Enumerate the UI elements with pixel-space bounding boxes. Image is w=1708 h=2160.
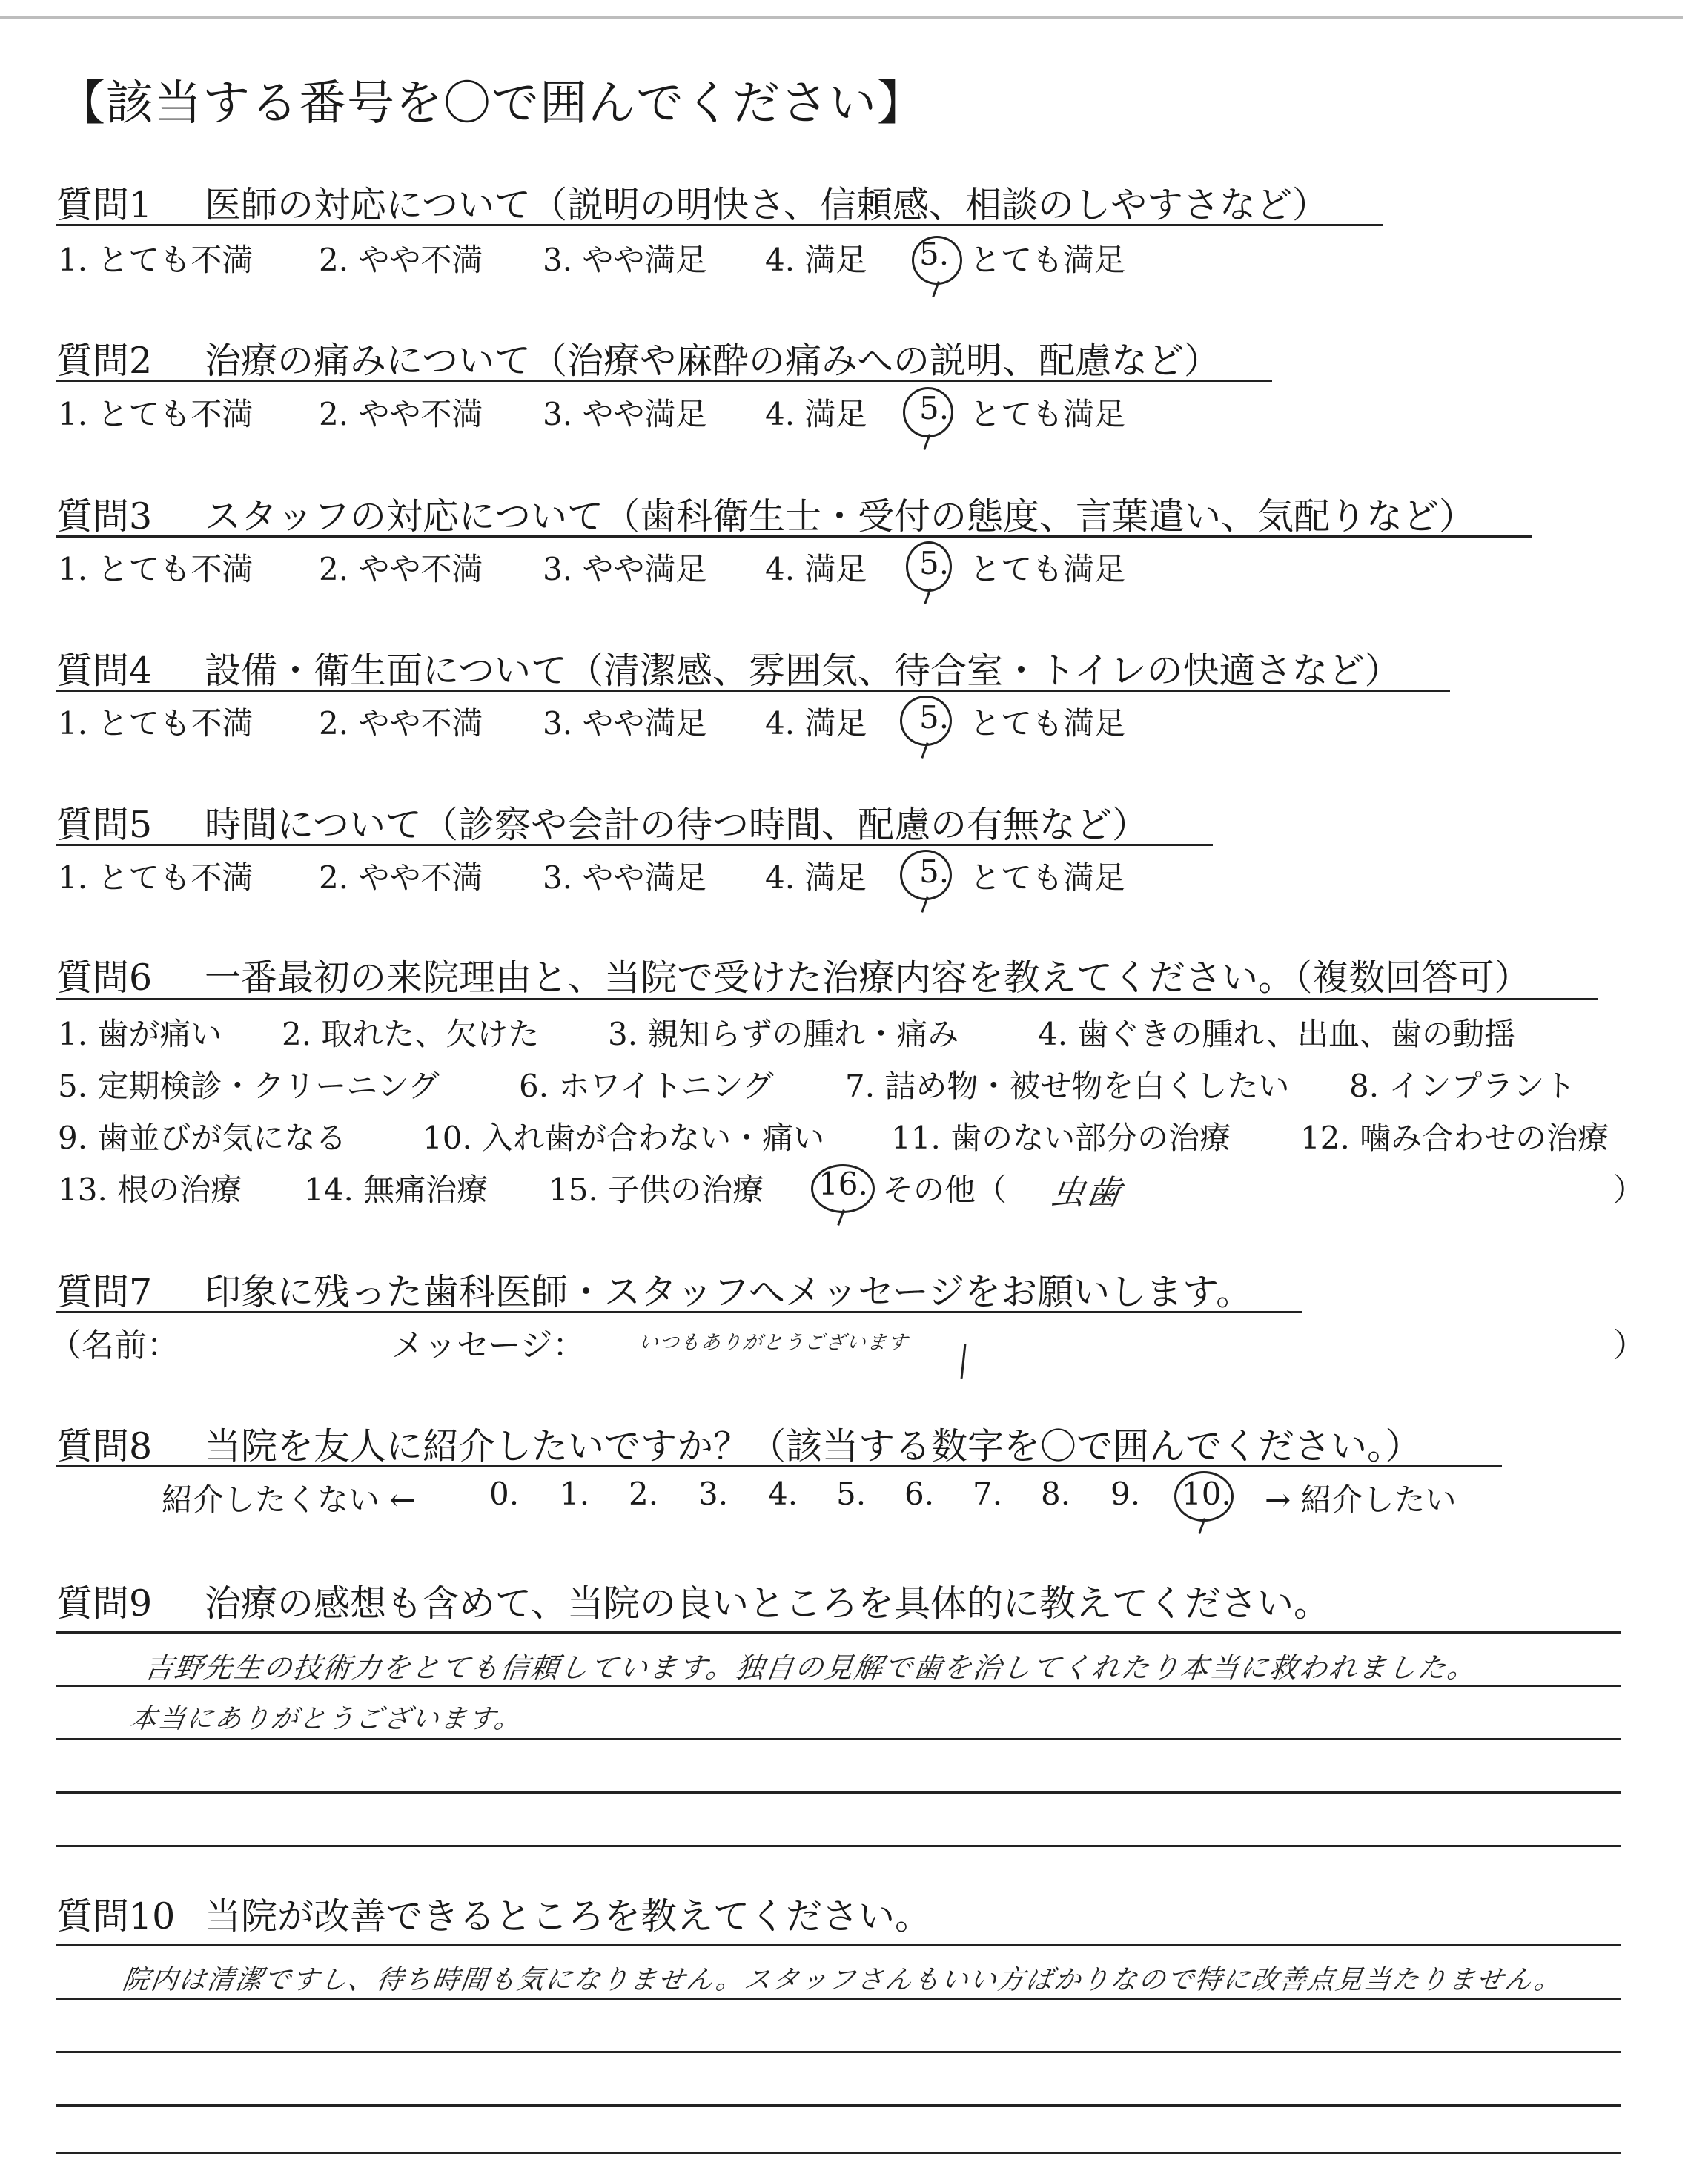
answer-line [56,1845,1621,1847]
question-text: スタッフの対応について（歯科衛生士・受付の態度、言葉遣い、気配りなど） [205,495,1476,538]
question-underline [56,224,1383,226]
treatment-option-9[interactable]: 9. 歯並びが気になる [58,1120,347,1156]
question-underline [56,998,1598,1000]
question-text: 当院が改善できるところを教えてください。 [205,1895,932,1938]
question-text: 時間について（診察や会計の待つ時間、配慮の有無など） [205,804,1149,846]
question-7 [56,1264,1252,1315]
scale-option-9[interactable]: 9. [1110,1476,1141,1512]
question-text: 治療の感想も含めて、当院の良いところを具体的に教えてください。 [205,1582,1331,1625]
rating-option-1[interactable]: 1. とても不満 [58,705,254,742]
message-handwriting[interactable]: いつもありがとうございます [637,1332,910,1354]
rating-option-2[interactable]: 2. やや不満 [319,551,483,587]
selected-answer-circle [903,387,953,437]
treatment-option-3[interactable]: 3. 親知らずの腫れ・痛み [608,1016,959,1052]
name-label: （名前： [49,1327,179,1364]
answer-line [56,2051,1621,2053]
answer-line [56,2104,1621,2107]
answer-line [56,1738,1621,1740]
question-underline [56,1465,1502,1467]
question-label: 質問4 [56,650,153,692]
message-label: メッセージ： [391,1327,586,1364]
rating-option-5[interactable]: 5. [919,699,950,736]
question-underline [56,1311,1302,1313]
treatment-option-11[interactable]: 11. 歯のない部分の治療 [891,1120,1231,1156]
question-underline [56,380,1272,382]
question-text: 印象に残った歯科医師・スタッフへメッセージをお願いします。 [205,1271,1253,1313]
scale-left-label: 紹介したくない ← [162,1482,416,1518]
rating-option-5[interactable]: 5. [919,390,950,426]
question-label: 質問10 [56,1895,176,1938]
rating-option-5[interactable]: 5. [919,236,950,272]
rating-option-4[interactable]: 4. 満足 [765,242,867,278]
treatment-option-5[interactable]: 5. 定期検診・クリーニング [58,1068,440,1104]
rating-option-3[interactable]: 3. やや満足 [543,859,707,896]
treatment-option-13[interactable]: 13. 根の治療 [58,1172,242,1208]
question-10 [56,1888,931,1940]
rating-option-1[interactable]: 1. とても不満 [58,859,254,896]
good-points-handwriting-line-2[interactable]: 本当にありがとうございます。 [128,1704,525,1734]
scale-right-label: → 紹介したい [1265,1482,1457,1518]
question-underline [56,690,1450,692]
answer-line [56,1631,1621,1634]
rating-option-2[interactable]: 2. やや不満 [319,242,483,278]
scale-option-7[interactable]: 7. [973,1476,1003,1512]
scale-option-4[interactable]: 4. [768,1476,798,1512]
question-8 [56,1418,1422,1470]
rating-option-3[interactable]: 3. やや満足 [543,242,707,278]
treatment-option-6[interactable]: 6. ホワイトニング [519,1068,774,1104]
message-close-paren: ） [1613,1327,1646,1364]
question-9 [56,1575,1330,1627]
answer-line [56,2152,1621,2154]
answer-line [56,1944,1621,1946]
rating-option-4[interactable]: 4. 満足 [765,396,867,432]
rating-option-1[interactable]: 1. とても不満 [58,242,254,278]
improvement-handwriting[interactable]: 院内は清潔ですし、待ち時間も気になりません。スタッフさんもいい方ばかりなので特に改善点見当たりません。 [120,1965,1565,1995]
question-label: 質問5 [56,804,153,846]
rating-option-2[interactable]: 2. やや不満 [319,705,483,742]
question-text: 設備・衛生面について（清潔感、雰囲気、待合室・トイレの快適さなど） [205,650,1401,692]
rating-option-5[interactable]: 5. [919,545,950,581]
treatment-option-1[interactable]: 1. 歯が痛い [58,1016,222,1052]
question-label: 質問9 [56,1582,153,1625]
question-4 [56,642,1401,694]
question-1 [56,176,1328,228]
question-label: 質問3 [56,495,153,538]
rating-option-5-label: とても満足 [970,396,1126,432]
rating-option-5-label: とても満足 [970,551,1126,587]
handwriting-stroke [960,1344,966,1379]
scale-option-0[interactable]: 0. [489,1476,520,1512]
rating-option-1[interactable]: 1. とても不満 [58,396,254,432]
treatment-option-10[interactable]: 10. 入れ歯が合わない・痛い [423,1120,825,1156]
other-answer-handwriting[interactable]: 虫歯 [1047,1172,1125,1212]
treatment-option-8[interactable]: 8. インプラント [1349,1068,1576,1104]
rating-option-2[interactable]: 2. やや不満 [319,859,483,896]
rating-option-4[interactable]: 4. 満足 [765,859,867,896]
question-label: 質問2 [56,340,153,382]
scale-option-3[interactable]: 3. [698,1476,729,1512]
rating-option-3[interactable]: 3. やや満足 [543,551,707,587]
rating-option-5-label: とても満足 [970,242,1126,278]
question-text: 一番最初の来院理由と、当院で受けた治療内容を教えてください。（複数回答可） [205,957,1531,999]
rating-option-1[interactable]: 1. とても不満 [58,551,254,587]
question-text: 医師の対応について（説明の明快さ、信頼感、相談のしやすさなど） [205,184,1329,226]
question-text: 当院を友人に紹介したいですか？（該当する数字を〇で囲んでください。） [205,1425,1422,1467]
question-6 [56,949,1531,1001]
answer-line [56,1791,1621,1794]
selected-answer-circle [912,236,962,285]
answer-line [56,1998,1621,2000]
question-underline [56,535,1532,538]
rating-option-5[interactable]: 5. [919,853,950,890]
treatment-option-4[interactable]: 4. 歯ぐきの腫れ、出血、歯の動揺 [1038,1016,1515,1052]
rating-option-3[interactable]: 3. やや満足 [543,396,707,432]
scale-option-8[interactable]: 8. [1041,1476,1071,1512]
rating-option-5-label: とても満足 [970,705,1126,742]
treatment-option-12[interactable]: 12. 噛み合わせの治療 [1300,1120,1609,1156]
page-title: 【該当する番号を〇で囲んでください】 [58,76,925,131]
treatment-option-15[interactable]: 15. 子供の治療 [549,1172,764,1208]
other-close-paren: ） [1613,1172,1645,1208]
scale-option-6[interactable]: 6. [904,1476,935,1512]
selected-answer-circle [1174,1471,1234,1522]
question-text: 治療の痛みについて（治療や麻酔の痛みへの説明、配慮など） [205,340,1221,382]
rating-option-3[interactable]: 3. やや満足 [543,705,707,742]
rating-option-4[interactable]: 4. 満足 [765,705,867,742]
treatment-option-7[interactable]: 7. 詰め物・被せ物を白くしたい [845,1068,1290,1104]
scale-option-2[interactable]: 2. [629,1476,659,1512]
question-label: 質問8 [56,1425,153,1467]
selected-answer-circle [811,1164,875,1213]
treatment-option-2[interactable]: 2. 取れた、欠けた [282,1016,540,1052]
treatment-option-16[interactable]: 16. [818,1166,868,1202]
question-label: 質問6 [56,957,153,999]
rating-option-5-label: とても満足 [970,859,1126,896]
question-label: 質問1 [56,184,153,226]
scan-edge-line [0,16,1683,19]
rating-option-2[interactable]: 2. やや不満 [319,396,483,432]
good-points-handwriting-line-1[interactable]: 吉野先生の技術力をとても信頼しています。独自の見解で歯を治してくれたり本当に救われました。 [142,1651,1480,1684]
scale-option-5[interactable]: 5. [836,1476,867,1512]
question-underline [56,844,1213,846]
scale-option-10[interactable]: 10. [1182,1476,1231,1512]
selected-answer-circle [906,541,952,592]
other-label: その他（ [882,1172,1007,1208]
treatment-option-14[interactable]: 14. 無痛治療 [304,1172,489,1208]
question-5 [56,796,1148,848]
rating-option-4[interactable]: 4. 満足 [765,551,867,587]
question-3 [56,488,1475,540]
scale-option-1[interactable]: 1. [560,1476,590,1512]
question-label: 質問7 [56,1271,153,1313]
selected-answer-circle [900,696,952,746]
question-2 [56,332,1220,384]
selected-answer-circle [900,850,952,900]
